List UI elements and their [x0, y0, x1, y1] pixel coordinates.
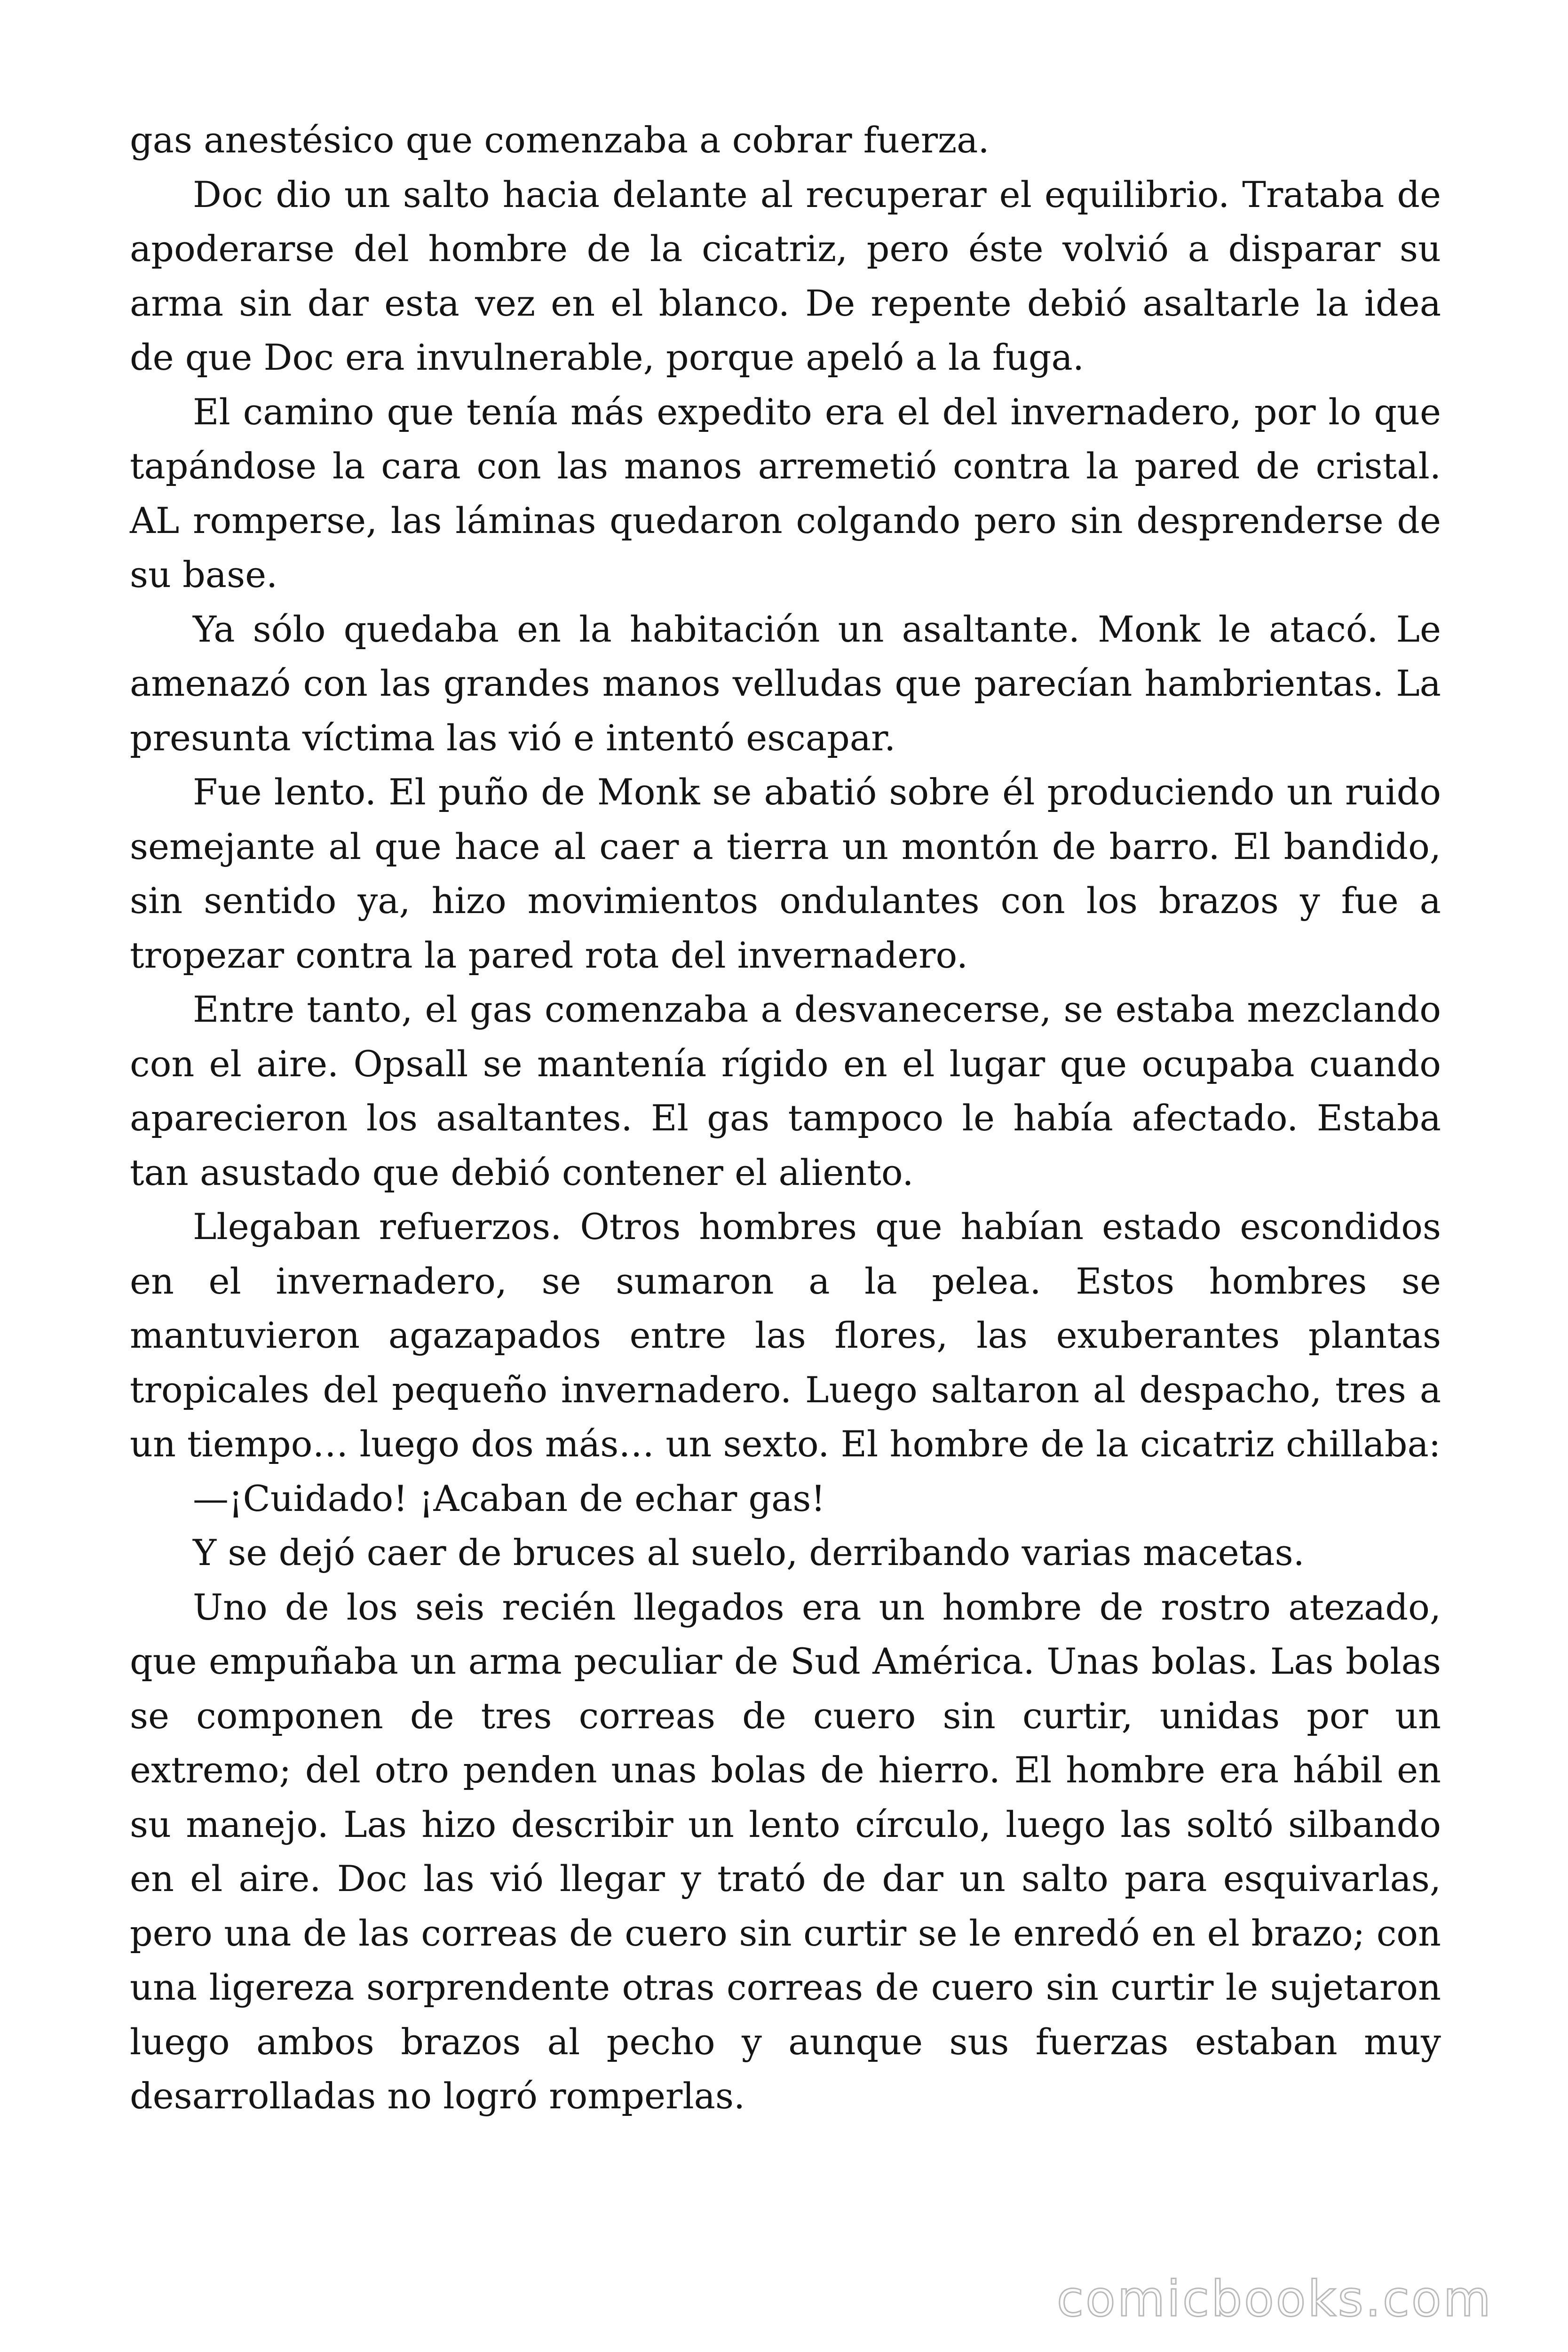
- paragraph: Llegaban refuerzos. Otros hombres que habían estado escondidos en el invernadero, se sumaron a la pelea. Estos hombres se mantuvieron agazapados entre las flores, las exuberantes plantas tropicales del pequeño invernadero. Luego saltaron al despacho, tres a un tiempo… luego dos más… un sexto. El hombre de la cicatriz chillaba:: [130, 1206, 1441, 1465]
- paragraph: —¡Cuidado! ¡Acaban de echar gas!: [193, 1477, 825, 1519]
- paragraph: gas anestésico que comenzaba a cobrar fuerza.: [130, 119, 990, 161]
- paragraph: El camino que tenía más expedito era el del invernadero, por lo que tapándose la cara con las manos arremetió contra la pared de cristal. AL romperse, las láminas quedaron colgando pero sin desprenderse de su base.: [130, 390, 1441, 596]
- paragraph: Y se dejó caer de bruces al suelo, derribando varias macetas.: [193, 1532, 1305, 1573]
- paragraph: Fue lento. El puño de Monk se abatió sobre él produciendo un ruido semejante al que hace al caer a tierra un montón de barro. El bandido, sin sentido ya, hizo movimientos ondulantes con los brazos y fue a tropezar contra la pared rota del invernadero.: [130, 771, 1441, 976]
- paragraph: Entre tanto, el gas comenzaba a desvanecerse, se estaba mezclando con el aire. Opsall se mantenía rígido en el lugar que ocupaba cuando aparecieron los asaltantes. El gas tampoco le había afectado. Estaba tan asustado que debió contener el aliento.: [130, 988, 1441, 1193]
- paragraph: Doc dio un salto hacia delante al recuperar el equilibrio. Trataba de apoderarse del hombre de la cicatriz, pero éste volvió a disparar su arma sin dar esta vez en el blanco. De repente debió asaltarle la idea de que Doc era invulnerable, porque apeló a la fuga.: [130, 173, 1441, 378]
- paragraph: Uno de los seis recién llegados era un hombre de rostro atezado, que empuñaba un arma peculiar de Sud América. Unas bolas. Las bolas se componen de tres correas de cuero sin curtir, unidas por un extremo; del otro penden unas bolas de hierro. El hombre era hábil en su manejo. Las hizo describir un lento círculo, luego las soltó silbando en el aire. Doc las vió llegar y trató de dar un salto para esquivarlas, pero una de las correas de cuero sin curtir se le enredó en el brazo; con una ligereza sorprendente otras correas de cuero sin curtir le sujetaron luego ambos brazos al pecho y aunque sus fuerzas estaban muy desarrolladas no logró romperlas.: [130, 1586, 1441, 2117]
- paragraph: Ya sólo quedaba en la habitación un asaltante. Monk le atacó. Le amenazó con las grandes manos velludas que parecían hambrientas. La presunta víctima las vió e intentó escapar.: [130, 608, 1441, 759]
- watermark: comicbooks.com: [1056, 2270, 1493, 2328]
- page-body: [130, 113, 1441, 2123]
